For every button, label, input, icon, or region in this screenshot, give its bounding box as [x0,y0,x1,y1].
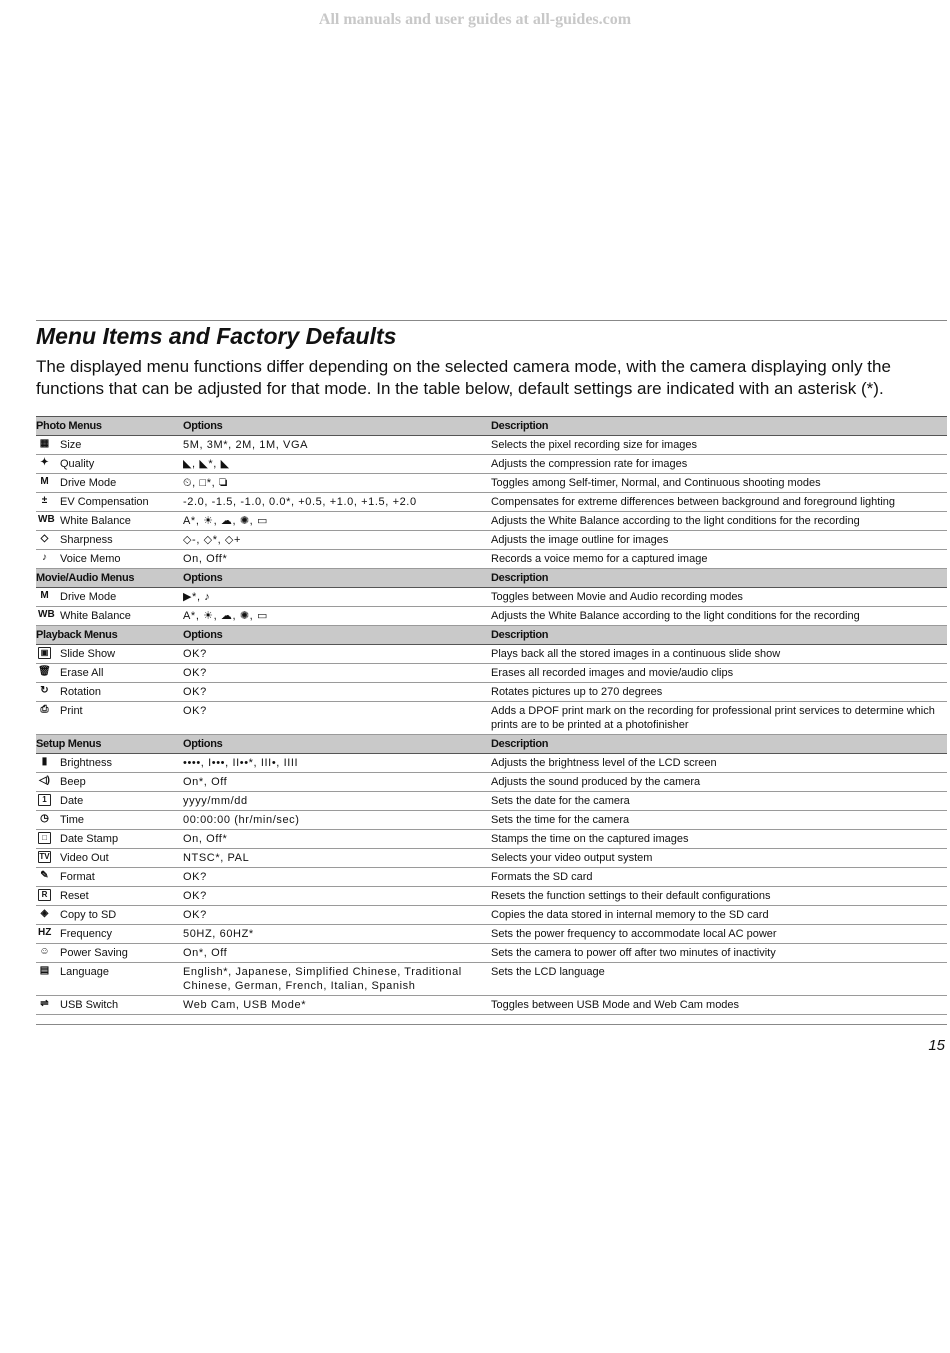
description-cell: Adjusts the compression rate for images [491,455,947,474]
menu-item-cell [36,664,183,683]
options-cell: OK? [183,702,491,735]
description-cell: Sets the camera to power off after two minutes of inactivity [491,944,947,963]
menu-item-cell [36,493,183,512]
watermark: All manuals and user guides at all-guides.com [318,11,632,28]
menu-item-cell [36,811,183,830]
options-cell: ⏲, □*, ❏ [183,474,491,493]
description-cell: Sets the power frequency to accommodate local AC power [491,925,947,944]
table-row [36,531,947,550]
options-cell: ▶*, ♪ [183,588,491,607]
options-cell: 00:00:00 (hr/min/sec) [183,811,491,830]
header-cell: Description [491,569,947,588]
date-icon: 1 [38,794,51,806]
options-cell: 50HZ, 60HZ* [183,925,491,944]
options-cell: English*, Japanese, Simplified Chinese, Traditional Chinese, German, French, Italian, Spanish [183,963,491,996]
table-row [36,550,947,569]
description-cell: Sets the date for the camera [491,792,947,811]
description-cell: Adjusts the image outline for images [491,531,947,550]
menu-item-cell [36,868,183,887]
bottom-divider [36,1024,947,1025]
description-cell: Toggles among Self-timer, Normal, and Continuous shooting modes [491,474,947,493]
table-row [36,754,947,773]
description-cell: Copies the data stored in internal memory to the SD card [491,906,947,925]
options-cell: On, Off* [183,830,491,849]
voice-memo-icon: ♪ [42,552,47,563]
size-icon: ▦ [39,438,50,449]
header-cell: Options [183,569,491,588]
table-row [36,683,947,702]
intro-paragraph: The displayed menu functions differ depending on the selected camera mode, with the camera displaying only the functions that can be adjusted for that mode. In the table below, default settings are indicated with an asterisk (*). [36,357,891,398]
menu-item-name: Size [60,439,82,451]
description-cell: Adjusts the brightness level of the LCD screen [491,754,947,773]
menu-item-name: USB Switch [60,999,119,1011]
description-cell: Stamps the time on the captured images [491,830,947,849]
menu-item-cell [36,531,183,550]
erase-all-icon: 🗑 [38,666,51,677]
table-row [36,455,947,474]
white-balance-icon: WB [38,514,55,525]
table-row [36,493,947,512]
header-cell: Options [183,626,491,645]
table-row [36,944,947,963]
menu-item-name: EV Compensation [60,496,149,508]
menu-item-name: Time [60,814,85,826]
menu-item-cell [36,792,183,811]
menu-item-name: Copy to SD [60,909,117,921]
options-cell: OK? [183,645,491,664]
header-cell: Description [491,417,947,436]
slide-show-icon: ▣ [38,647,51,659]
menu-item-name: Power Saving [60,947,128,959]
menu-item-name: Sharpness [60,534,113,546]
menu-item-cell [36,887,183,906]
description-cell: Compensates for extreme differences between background and foreground lighting [491,493,947,512]
brightness-icon: ▮ [41,756,48,767]
menu-item-cell [36,436,183,455]
menu-item-cell [36,944,183,963]
description-cell: Selects the pixel recording size for images [491,436,947,455]
table-row [36,830,947,849]
options-cell: ◇-, ◇*, ◇+ [183,531,491,550]
menu-item-cell [36,996,183,1015]
menu-item-cell [36,906,183,925]
print-icon: ⎙ [40,704,49,715]
power-saving-icon: ☺ [39,946,50,957]
options-cell: OK? [183,887,491,906]
options-cell: OK? [183,868,491,887]
ev-compensation-icon: ± [41,495,48,506]
menu-item-name: Reset [60,890,89,902]
menu-item-cell [36,683,183,702]
menu-item-cell [36,512,183,531]
header-cell: Photo Menus [36,417,183,436]
sharpness-icon: ◇ [40,533,49,544]
menu-item-name: Video Out [60,852,109,864]
header-cell: Options [183,417,491,436]
table-row [36,963,947,996]
table-row [36,996,947,1015]
page-number: 15 [928,1037,945,1054]
header-cell: Description [491,735,947,754]
reset-icon: R [38,889,51,901]
drive-mode-icon: M [40,590,49,601]
beep-icon: ◁) [38,775,51,786]
header-cell: Playback Menus [36,626,183,645]
table-row [36,645,947,664]
menu-item-cell [36,925,183,944]
date-stamp-icon: □ [38,832,51,844]
options-cell: yyyy/mm/dd [183,792,491,811]
menu-item-name: Slide Show [60,648,116,660]
menu-item-name: Rotation [60,686,101,698]
description-cell: Adjusts the White Balance according to the light conditions for the recording [491,512,947,531]
menu-item-name: White Balance [60,515,131,527]
section-header-row [36,626,947,645]
menu-item-name: Format [60,871,95,883]
description-cell: Sets the LCD language [491,963,947,996]
menu-item-name: Drive Mode [60,477,117,489]
menu-item-name: Frequency [60,928,112,940]
options-cell: On*, Off [183,944,491,963]
header-cell: Options [183,735,491,754]
description-cell: Adjusts the White Balance according to the light conditions for the recording [491,607,947,626]
description-cell: Selects your video output system [491,849,947,868]
description-cell: Adjusts the sound produced by the camera [491,773,947,792]
table-row [36,702,947,735]
options-cell: -2.0, -1.5, -1.0, 0.0*, +0.5, +1.0, +1.5, +2.0 [183,493,491,512]
drive-mode-icon: M [40,476,49,487]
menu-item-cell [36,550,183,569]
options-cell: OK? [183,906,491,925]
language-icon: ▤ [39,965,50,976]
description-cell: Sets the time for the camera [491,811,947,830]
menu-item-cell [36,645,183,664]
description-cell: Toggles between Movie and Audio recording modes [491,588,947,607]
description-cell: Records a voice memo for a captured image [491,550,947,569]
menu-item-name: Brightness [60,757,112,769]
copy-to-sd-icon: ◈ [40,908,49,919]
options-cell: A*, ☀, ☁, ✺, ▭ [183,512,491,531]
description-cell: Plays back all the stored images in a continuous slide show [491,645,947,664]
menu-item-cell [36,963,183,996]
menu-item-name: Print [60,705,83,717]
options-cell: ◣, ◣*, ◣ [183,455,491,474]
table-row [36,773,947,792]
table-row [36,868,947,887]
video-out-icon: TV [39,852,50,861]
top-divider [36,320,947,321]
format-icon: ✎ [40,870,49,881]
header-cell: Setup Menus [36,735,183,754]
table-row [36,906,947,925]
description-cell: Erases all recorded images and movie/audio clips [491,664,947,683]
options-cell: Web Cam, USB Mode* [183,996,491,1015]
menu-item-cell [36,702,183,735]
quality-icon: ✦ [40,457,49,468]
description-cell: Formats the SD card [491,868,947,887]
menu-item-cell [36,849,183,868]
menu-item-cell [36,773,183,792]
options-cell: A*, ☀, ☁, ✺, ▭ [183,607,491,626]
options-cell: OK? [183,683,491,702]
description-cell: Rotates pictures up to 270 degrees [491,683,947,702]
rotation-icon: ↻ [40,685,49,696]
menu-defaults-table [36,416,947,1015]
menu-item-name: Language [60,966,109,978]
table-row [36,607,947,626]
options-cell: 5M, 3M*, 2M, 1M, VGA [183,436,491,455]
menu-item-name: Date [60,795,84,807]
menu-item-cell [36,588,183,607]
section-header-row [36,569,947,588]
menu-item-cell [36,455,183,474]
table-row [36,474,947,493]
table-row [36,792,947,811]
menu-item-name: Beep [60,776,86,788]
menu-item-cell [36,607,183,626]
header-cell: Description [491,626,947,645]
table-row [36,849,947,868]
menu-item-name: Voice Memo [60,553,121,565]
section-header-row [36,735,947,754]
white-balance-icon: WB [38,609,55,620]
table-row [36,664,947,683]
menu-item-name: Date Stamp [60,833,119,845]
table-row [36,436,947,455]
frequency-icon: HZ [38,927,52,938]
table-row [36,925,947,944]
options-cell: On*, Off [183,773,491,792]
menu-item-name: Quality [60,458,95,470]
description-cell: Resets the function settings to their default configurations [491,887,947,906]
menu-item-cell [36,830,183,849]
page-title: Menu Items and Factory Defaults [36,323,397,349]
table-row [36,588,947,607]
options-cell: OK? [183,664,491,683]
options-cell: ••••, I•••, II••*, III•, IIII [183,754,491,773]
section-header-row [36,417,947,436]
menu-item-cell [36,754,183,773]
menu-item-cell [36,474,183,493]
table-row [36,811,947,830]
description-cell: Toggles between USB Mode and Web Cam modes [491,996,947,1015]
menu-item-name: Drive Mode [60,591,117,603]
header-cell: Movie/Audio Menus [36,569,183,588]
menu-item-name: Erase All [60,667,104,679]
description-cell: Adds a DPOF print mark on the recording for professional print services to determine which prints are to be printed at a photofinisher [491,702,947,735]
table-row [36,512,947,531]
menu-item-name: White Balance [60,610,131,622]
options-cell: On, Off* [183,550,491,569]
usb-switch-icon: ⇌ [40,998,49,1009]
options-cell: NTSC*, PAL [183,849,491,868]
table-row [36,887,947,906]
time-icon: ◷ [40,813,49,824]
